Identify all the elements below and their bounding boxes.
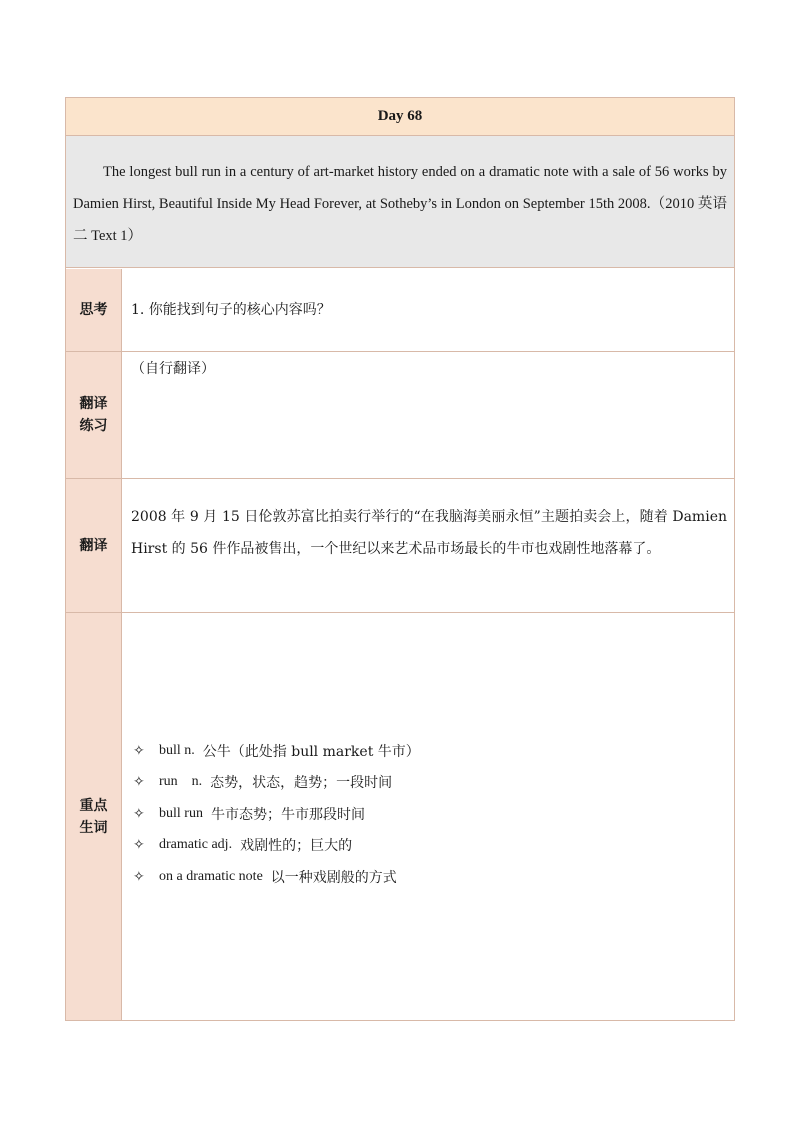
vocab-term: dramatic adj. [159,837,233,853]
source-sentence: The longest bull run in a century of art-market history ended on a dramatic note with a sale of 56 works by Damien Hirst, Beautiful Inside My Head Forever, at Sotheby’s in London on September 15th 2008.（2010 英语二 Text 1） [66,136,734,268]
vocab-meaning: 牛市态势；牛市那段时间 [210,806,365,823]
vocab-meaning: 态势，状态，趋势；一段时间 [210,775,393,792]
vocab-meaning: 公牛（此处指 bull market 牛市） [202,743,420,760]
think-question: 1. 你能找到句子的核心内容吗？ [131,302,331,318]
practice-label-line1: 翻译 [79,396,108,412]
diamond-bullet-icon: ✧ [133,774,145,791]
vocab-label-line2: 生词 [79,819,108,836]
vocab-item [133,830,734,862]
diamond-bullet-icon: ✧ [133,805,145,822]
vocab-item [133,767,734,799]
vocab-term: run n. [159,774,203,790]
translation-label: 翻译 [66,479,122,612]
practice-label [66,352,122,478]
vocab-item [133,798,734,830]
vocab-term: on a dramatic note [159,868,263,884]
vocab-list [122,613,734,1020]
diamond-bullet-icon: ✧ [133,868,145,885]
vocab-term: bull run [159,805,203,821]
vocab-item [133,861,734,893]
vocab-meaning: 戏剧性的；巨大的 [240,838,353,855]
vocab-item [133,735,734,767]
diamond-bullet-icon: ✧ [133,837,145,854]
translation-text: 2008 年 9 月 15 日伦敦苏富比拍卖行举行的“在我脑海美丽永恒”主题拍卖会上，随着 Damien Hirst 的 56 件作品被售出，一个世纪以来艺术品市场最长的牛市也戏剧性地落幕了。 [131,509,727,557]
day-title: Day 68 [66,98,734,136]
diamond-bullet-icon: ✧ [133,742,145,759]
vocab-label-line1: 重点 [79,797,108,814]
study-card-table [65,97,735,1021]
vocab-label [66,613,122,1020]
practice-label-line2: 练习 [79,418,108,434]
practice-area: （自行翻译） [131,361,215,377]
vocab-term: bull n. [159,742,195,758]
think-label: 思考 [66,269,122,351]
vocab-meaning: 以一种戏剧般的方式 [270,869,397,886]
